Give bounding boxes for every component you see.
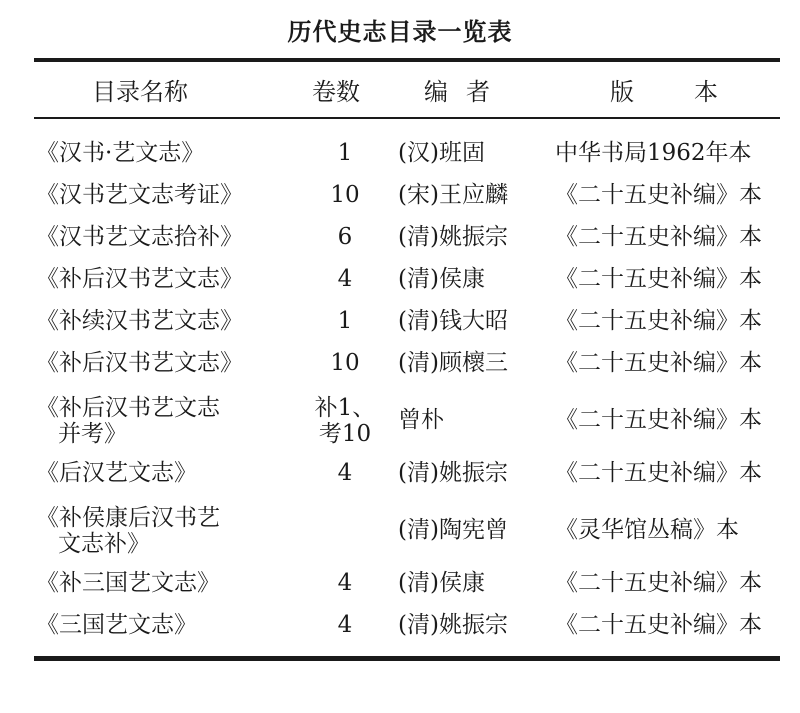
volume-count: 10 <box>330 350 360 376</box>
column-header-name: 目录名称 <box>92 78 188 106</box>
volume-count: 4 <box>337 612 353 638</box>
column-header-version: 版本 <box>610 78 778 106</box>
volume-count-line: 补1、 <box>314 395 376 421</box>
catalog-name: 《补后汉书艺文志》 <box>36 266 243 292</box>
volume-count: 4 <box>337 460 353 486</box>
catalog-name: 《补三国艺文志》 <box>36 570 220 596</box>
editor: (汉)班固 <box>398 140 485 166</box>
header-rule <box>34 117 780 119</box>
editor: (清)侯康 <box>398 570 485 596</box>
volume-count <box>300 395 390 447</box>
catalog-name-line: 文志补》 <box>58 531 150 557</box>
editor: (清)陶宪曾 <box>398 517 508 543</box>
editor: (清)姚振宗 <box>398 612 508 638</box>
volume-count: 6 <box>337 224 353 250</box>
catalog-name: 《补后汉书艺文志》 <box>36 350 243 376</box>
catalog-name: 《汉书·艺文志》 <box>36 140 205 166</box>
column-header-editor: 编者 <box>424 78 508 106</box>
edition: 《灵华馆丛稿》本 <box>555 517 739 543</box>
catalog-name-line: 《补后汉书艺文志 <box>36 395 220 421</box>
catalog-name-line: 并考》 <box>58 421 127 447</box>
catalog-name <box>36 395 296 447</box>
editor: (清)顾櫰三 <box>398 350 508 376</box>
catalog-name: 《汉书艺文志拾补》 <box>36 224 243 250</box>
editor: (宋)王应麟 <box>398 182 508 208</box>
editor: (清)姚振宗 <box>398 224 508 250</box>
edition: 《二十五史补编》本 <box>555 308 762 334</box>
catalog-name: 《补续汉书艺文志》 <box>36 308 243 334</box>
volume-count: 1 <box>337 308 353 334</box>
edition: 《二十五史补编》本 <box>555 224 762 250</box>
edition: 《二十五史补编》本 <box>555 570 762 596</box>
column-header-volumes: 卷数 <box>312 78 360 106</box>
catalog-name: 《后汉艺文志》 <box>36 460 197 486</box>
edition: 《二十五史补编》本 <box>555 612 762 638</box>
volume-count: 4 <box>337 570 353 596</box>
edition: 《二十五史补编》本 <box>555 182 762 208</box>
editor: (清)钱大昭 <box>398 308 508 334</box>
bottom-rule <box>34 656 780 661</box>
edition: 中华书局1962年本 <box>555 140 752 166</box>
edition: 《二十五史补编》本 <box>555 350 762 376</box>
catalog-name: 《三国艺文志》 <box>36 612 197 638</box>
edition: 《二十五史补编》本 <box>555 407 762 433</box>
editor: 曾朴 <box>398 407 444 433</box>
volume-count: 4 <box>337 266 353 292</box>
catalog-name <box>36 505 296 557</box>
catalog-name: 《汉书艺文志考证》 <box>36 182 243 208</box>
top-rule <box>34 58 780 62</box>
edition: 《二十五史补编》本 <box>555 460 762 486</box>
catalog-name-line: 《补侯康后汉书艺 <box>36 505 220 531</box>
edition: 《二十五史补编》本 <box>555 266 762 292</box>
volume-count-line: 考10 <box>318 421 372 447</box>
table-title: 历代史志目录一览表 <box>287 18 513 46</box>
editor: (清)姚振宗 <box>398 460 508 486</box>
volume-count: 1 <box>337 140 353 166</box>
editor: (清)侯康 <box>398 266 485 292</box>
volume-count: 10 <box>330 182 360 208</box>
